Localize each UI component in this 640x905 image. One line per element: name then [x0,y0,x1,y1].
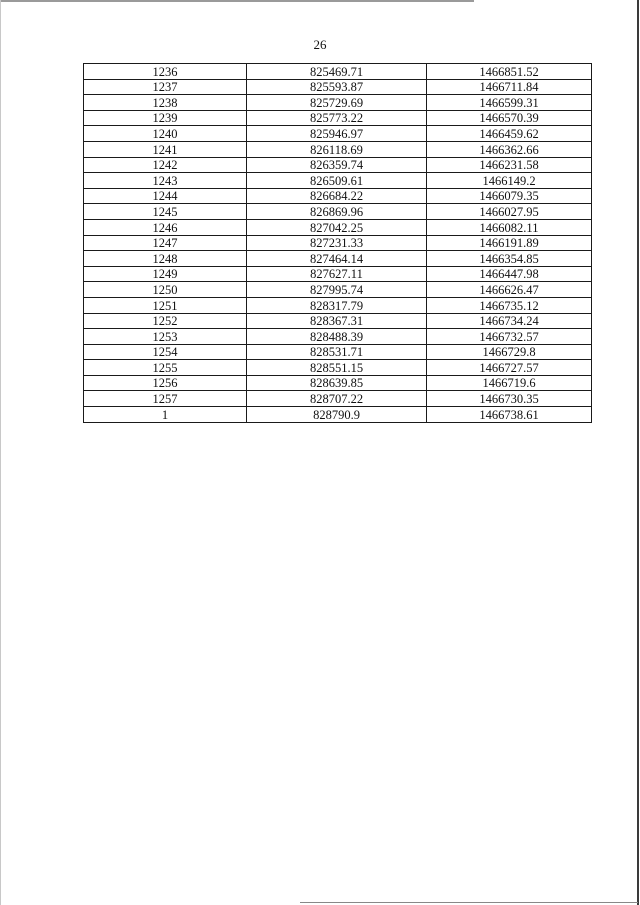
x-coordinate-cell: 825773.22 [247,110,427,126]
y-coordinate-cell: 1466149.2 [427,173,592,189]
y-coordinate-cell: 1466354.85 [427,251,592,267]
table-row [84,407,592,423]
point-number-cell: 1240 [84,126,247,142]
table-row [84,141,592,157]
y-coordinate-cell: 1466362.66 [427,141,592,157]
scan-edge-right [637,0,639,905]
scan-edge-top [0,0,474,2]
point-number-cell: 1255 [84,360,247,376]
point-number-cell: 1256 [84,375,247,391]
y-coordinate-cell: 1466191.89 [427,235,592,251]
table-row [84,64,592,80]
y-coordinate-cell: 1466570.39 [427,110,592,126]
point-number-cell: 1237 [84,79,247,95]
coordinates-table-body [84,64,592,423]
point-number-cell: 1241 [84,141,247,157]
x-coordinate-cell: 825946.97 [247,126,427,142]
table-row [84,344,592,360]
x-coordinate-cell: 826684.22 [247,188,427,204]
scan-edge-left [0,0,1,905]
table-row [84,282,592,298]
x-coordinate-cell: 826509.61 [247,173,427,189]
point-number-cell: 1252 [84,313,247,329]
x-coordinate-cell: 825593.87 [247,79,427,95]
y-coordinate-cell: 1466599.31 [427,95,592,111]
x-coordinate-cell: 828707.22 [247,391,427,407]
point-number-cell: 1242 [84,157,247,173]
x-coordinate-cell: 827231.33 [247,235,427,251]
x-coordinate-cell: 826118.69 [247,141,427,157]
table-row [84,79,592,95]
x-coordinate-cell: 828551.15 [247,360,427,376]
page-number: 26 [313,37,327,52]
y-coordinate-cell: 1466729.8 [427,344,592,360]
table-row [84,204,592,220]
x-coordinate-cell: 827042.25 [247,219,427,235]
y-coordinate-cell: 1466730.35 [427,391,592,407]
table-row [84,173,592,189]
table-row [84,219,592,235]
point-number-cell: 1 [84,407,247,423]
point-number-cell: 1249 [84,266,247,282]
x-coordinate-cell: 827464.14 [247,251,427,267]
y-coordinate-cell: 1466626.47 [427,282,592,298]
y-coordinate-cell: 1466027.95 [427,204,592,220]
y-coordinate-cell: 1466711.84 [427,79,592,95]
y-coordinate-cell: 1466727.57 [427,360,592,376]
x-coordinate-cell: 825469.71 [247,64,427,80]
point-number-cell: 1253 [84,329,247,345]
table-row [84,157,592,173]
point-number-cell: 1238 [84,95,247,111]
table-row [84,95,592,111]
table-row [84,110,592,126]
y-coordinate-cell: 1466738.61 [427,407,592,423]
point-number-cell: 1246 [84,219,247,235]
y-coordinate-cell: 1466447.98 [427,266,592,282]
table-row [84,313,592,329]
x-coordinate-cell: 828317.79 [247,297,427,313]
point-number-cell: 1257 [84,391,247,407]
point-number-cell: 1250 [84,282,247,298]
x-coordinate-cell: 828367.31 [247,313,427,329]
table-row [84,375,592,391]
table-row [84,329,592,345]
table-row [84,251,592,267]
x-coordinate-cell: 828639.85 [247,375,427,391]
table-row [84,297,592,313]
table-row [84,266,592,282]
point-number-cell: 1251 [84,297,247,313]
x-coordinate-cell: 828531.71 [247,344,427,360]
x-coordinate-cell: 828488.39 [247,329,427,345]
y-coordinate-cell: 1466851.52 [427,64,592,80]
point-number-cell: 1247 [84,235,247,251]
table-row [84,391,592,407]
x-coordinate-cell: 826869.96 [247,204,427,220]
y-coordinate-cell: 1466719.6 [427,375,592,391]
y-coordinate-cell: 1466459.62 [427,126,592,142]
point-number-cell: 1236 [84,64,247,80]
point-number-cell: 1254 [84,344,247,360]
table-row [84,360,592,376]
table-row [84,126,592,142]
table-row [84,188,592,204]
x-coordinate-cell: 826359.74 [247,157,427,173]
table-row [84,235,592,251]
scan-edge-bottom [300,902,638,903]
point-number-cell: 1243 [84,173,247,189]
y-coordinate-cell: 1466732.57 [427,329,592,345]
y-coordinate-cell: 1466082.11 [427,219,592,235]
point-number-cell: 1248 [84,251,247,267]
y-coordinate-cell: 1466734.24 [427,313,592,329]
x-coordinate-cell: 825729.69 [247,95,427,111]
x-coordinate-cell: 827995.74 [247,282,427,298]
point-number-cell: 1245 [84,204,247,220]
y-coordinate-cell: 1466079.35 [427,188,592,204]
coordinates-table [83,63,592,423]
x-coordinate-cell: 827627.11 [247,266,427,282]
y-coordinate-cell: 1466231.58 [427,157,592,173]
point-number-cell: 1244 [84,188,247,204]
y-coordinate-cell: 1466735.12 [427,297,592,313]
x-coordinate-cell: 828790.9 [247,407,427,423]
point-number-cell: 1239 [84,110,247,126]
